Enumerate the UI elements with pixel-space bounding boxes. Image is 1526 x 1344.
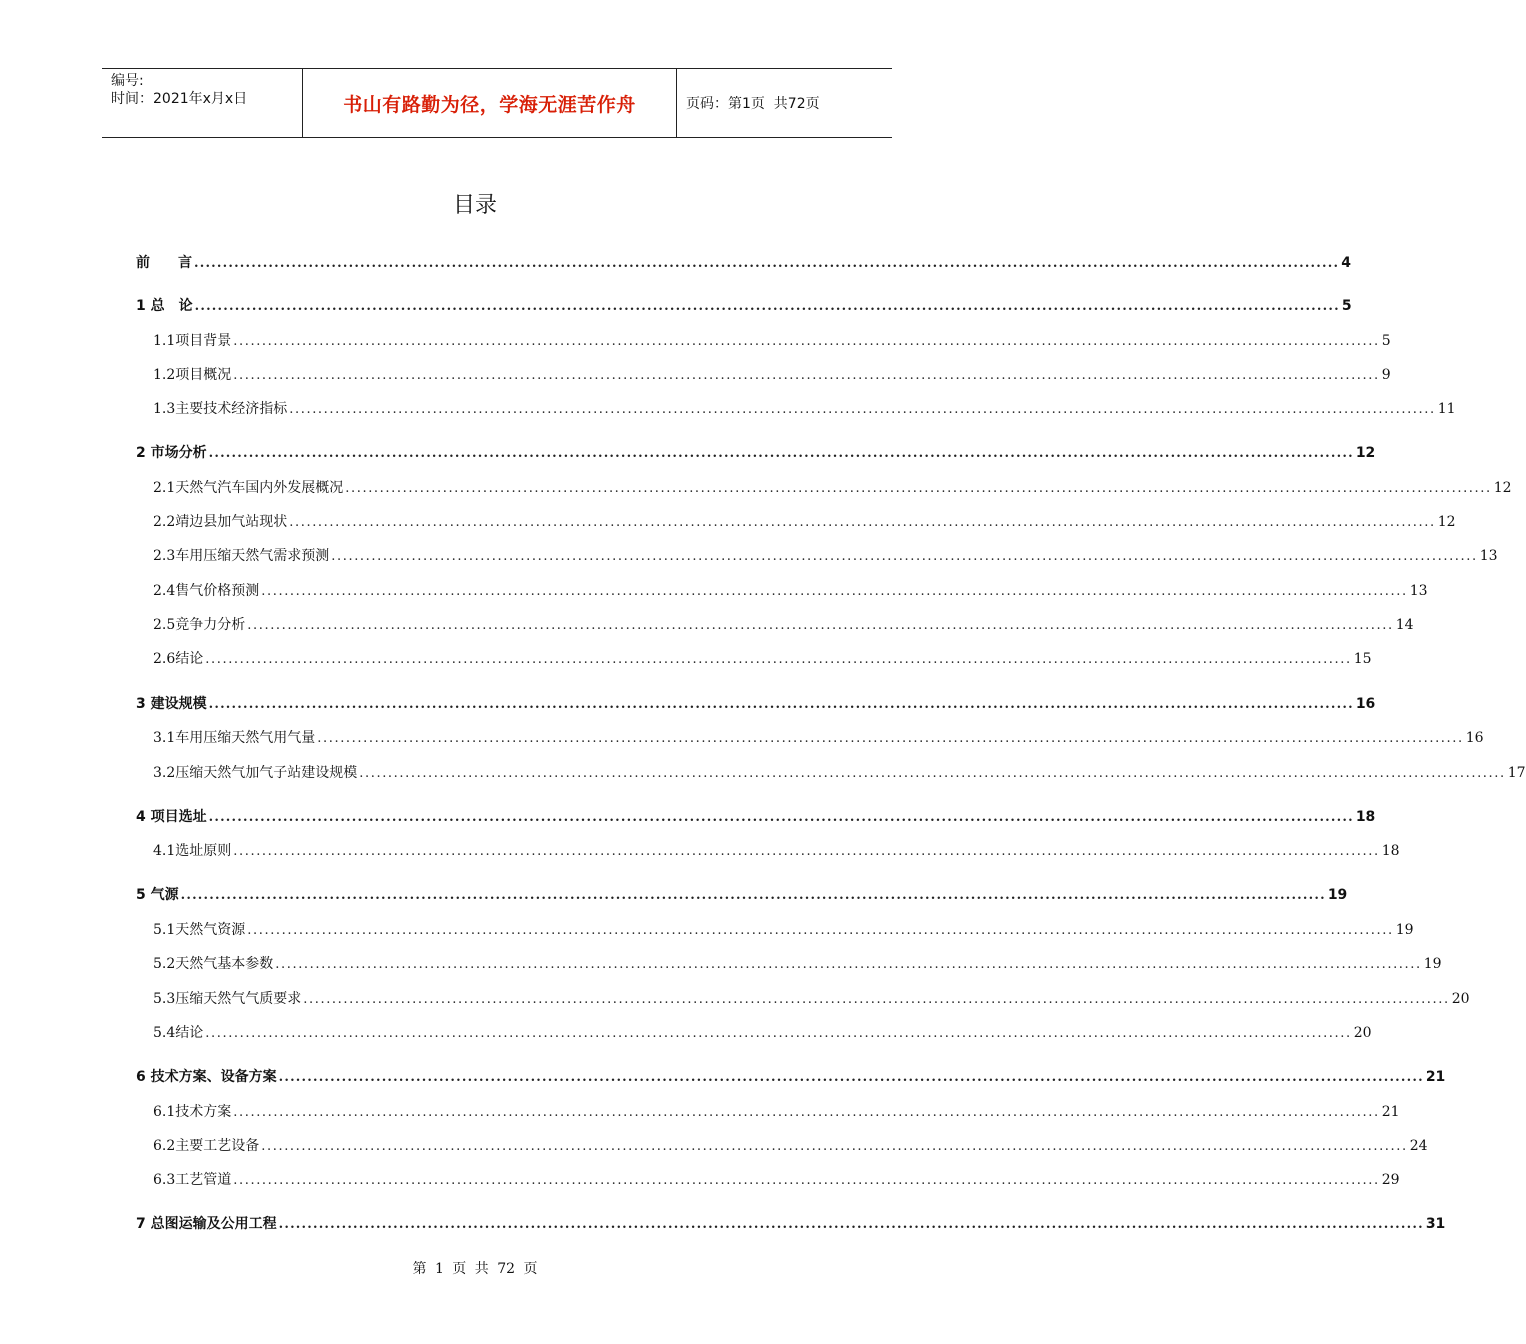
toc-entry-page: 13 (1479, 548, 1498, 564)
header-page-info (677, 69, 892, 137)
toc-entry-label: 5.4结论 (153, 1025, 204, 1041)
toc-entry-page: 20 (1353, 1025, 1372, 1041)
toc-entry-page: 31 (1425, 1216, 1446, 1232)
toc-leader-dots: ........................................................................................................................................................................................................ (233, 1173, 1380, 1188)
toc-entry-page: 12 (1437, 514, 1456, 530)
toc-entry-page: 21 (1425, 1069, 1446, 1085)
toc-entry[interactable] (153, 762, 1526, 782)
toc-leader-dots: ........................................................................................................................................................................................................ (275, 957, 1422, 972)
toc-leader-dots: ........................................................................................................................................................................................................ (278, 1217, 1424, 1232)
toc-leader-dots: ........................................................................................................................................................................................................ (317, 731, 1464, 746)
toc-entry-label: 1.2项目概况 (153, 367, 232, 383)
toc-leader-dots: ........................................................................................................................................................................................................ (247, 923, 1394, 938)
page-footer: 第 1 页 共 72 页 (412, 1261, 538, 1277)
toc-entry-page: 5 (1341, 298, 1352, 314)
toc-entry-label: 2.4售气价格预测 (153, 583, 260, 599)
toc-leader-dots: ........................................................................................................................................................................................................ (180, 888, 1326, 903)
toc-entry-page: 19 (1423, 956, 1442, 972)
header-meta (102, 69, 303, 137)
toc-entry[interactable] (153, 727, 1484, 747)
toc-entry-page: 12 (1355, 445, 1376, 461)
toc-entry-label: 5.2天然气基本参数 (153, 956, 274, 972)
toc-leader-dots: ........................................................................................................................................................................................................ (194, 299, 1340, 314)
toc-leader-dots: ........................................................................................................................................................................................................ (331, 549, 1478, 564)
toc-entry-label: 2 市场分析 (136, 445, 207, 461)
toc-entry-label: 5.1天然气资源 (153, 922, 246, 938)
toc-entry[interactable] (153, 330, 1391, 350)
header-motto: 书山有路勤为径，学海无涯苦作舟 (303, 69, 677, 137)
toc-entry-page: 4 (1341, 255, 1351, 271)
toc-entry[interactable] (136, 884, 1348, 904)
toc-entry-label: 前 言 (136, 255, 192, 271)
toc-entry-page: 29 (1381, 1172, 1400, 1188)
toc-entry-label: 1.1项目背景 (153, 333, 232, 349)
toc-entry-label: 5.3压缩天然气气质要求 (153, 991, 302, 1007)
toc-entry-page: 20 (1451, 991, 1470, 1007)
toc-entry[interactable] (153, 398, 1456, 418)
toc-entry-page: 24 (1409, 1138, 1428, 1154)
toc-entry-page: 9 (1381, 367, 1391, 383)
toc-entry-label: 3.2压缩天然气加气子站建设规模 (153, 765, 358, 781)
toc-entry[interactable] (136, 252, 1351, 272)
toc-entry[interactable] (136, 442, 1376, 462)
toc-entry-label: 6.1技术方案 (153, 1104, 232, 1120)
toc-entry-page: 11 (1437, 401, 1456, 417)
toc-entry[interactable] (153, 840, 1400, 860)
toc-leader-dots: ........................................................................................................................................................................................................ (233, 368, 1380, 383)
toc-entry[interactable] (153, 1022, 1372, 1042)
toc-entry[interactable] (136, 693, 1376, 713)
toc-leader-dots: ........................................................................................................................................................................................................ (359, 766, 1506, 781)
toc-entry-label: 2.2靖边县加气站现状 (153, 514, 288, 530)
toc-entry[interactable] (153, 545, 1498, 565)
toc-entry-page: 12 (1493, 480, 1512, 496)
toc-entry-page: 21 (1381, 1104, 1400, 1120)
toc-entry[interactable] (153, 364, 1391, 384)
toc-entry[interactable] (153, 1135, 1428, 1155)
toc-entry[interactable] (153, 477, 1512, 497)
toc-leader-dots: ........................................................................................................................................................................................................ (208, 446, 1354, 461)
toc-entry-label: 6.3工艺管道 (153, 1172, 232, 1188)
toc-entry-label: 4.1选址原则 (153, 843, 232, 859)
toc-entry[interactable] (153, 511, 1456, 531)
toc-leader-dots: ........................................................................................................................................................................................................ (205, 652, 1352, 667)
toc-entry-label: 2.6结论 (153, 651, 204, 667)
toc-leader-dots: ........................................................................................................................................................................................................ (289, 515, 1436, 530)
toc-entry-label: 2.3车用压缩天然气需求预测 (153, 548, 330, 564)
toc-entry-page: 18 (1355, 809, 1376, 825)
toc-title: 目录 (452, 193, 497, 218)
toc-entry-label: 1 总 论 (136, 298, 193, 314)
toc-entry-label: 6.2主要工艺设备 (153, 1138, 260, 1154)
toc-entry-page: 16 (1355, 696, 1376, 712)
toc-entry[interactable] (136, 1066, 1446, 1086)
toc-entry-label: 6 技术方案、设备方案 (136, 1069, 277, 1085)
toc-leader-dots: ........................................................................................................................................................................................................ (303, 992, 1450, 1007)
header-page-info-text: 页码：第1页 共72页 (686, 96, 820, 112)
toc-leader-dots: ........................................................................................................................................................................................................ (208, 697, 1354, 712)
toc-entry-label: 7 总图运输及公用工程 (136, 1216, 277, 1232)
toc-entry[interactable] (153, 1169, 1400, 1189)
toc-leader-dots: ........................................................................................................................................................................................................ (208, 810, 1354, 825)
toc-entry-page: 13 (1409, 583, 1428, 599)
toc-entry[interactable] (153, 988, 1470, 1008)
toc-entry[interactable] (153, 580, 1428, 600)
toc-entry-label: 2.5竞争力分析 (153, 617, 246, 633)
toc-entry[interactable] (153, 1101, 1400, 1121)
toc-entry-label: 5 气源 (136, 887, 179, 903)
toc-entry[interactable] (153, 953, 1442, 973)
toc-leader-dots: ........................................................................................................................................................................................................ (289, 402, 1436, 417)
toc-leader-dots: ........................................................................................................................................................................................................ (345, 481, 1492, 496)
toc-entry-page: 18 (1381, 843, 1400, 859)
toc-leader-dots: ........................................................................................................................................................................................................ (194, 256, 1340, 271)
toc-leader-dots: ........................................................................................................................................................................................................ (205, 1026, 1352, 1041)
toc-leader-dots: ........................................................................................................................................................................................................ (261, 584, 1408, 599)
toc-leader-dots: ........................................................................................................................................................................................................ (233, 844, 1380, 859)
toc-entry-label: 3 建设规模 (136, 696, 207, 712)
toc-entry[interactable] (136, 1213, 1446, 1233)
header-time-label: 时间：2021年x月x日 (111, 91, 248, 107)
toc-entry[interactable] (153, 614, 1414, 634)
toc-leader-dots: ........................................................................................................................................................................................................ (261, 1139, 1408, 1154)
toc-entry[interactable] (136, 295, 1352, 315)
toc-entry-page: 5 (1381, 333, 1391, 349)
toc-leader-dots: ........................................................................................................................................................................................................ (233, 334, 1380, 349)
toc-entry-page: 14 (1395, 617, 1414, 633)
toc-entry-page: 19 (1327, 887, 1348, 903)
toc-entry[interactable] (136, 806, 1376, 826)
toc-entry-label: 1.3主要技术经济指标 (153, 401, 288, 417)
toc-leader-dots: ........................................................................................................................................................................................................ (233, 1105, 1380, 1120)
toc-entry-page: 16 (1465, 730, 1484, 746)
toc-leader-dots: ........................................................................................................................................................................................................ (247, 618, 1394, 633)
toc-entry-page: 17 (1507, 765, 1526, 781)
toc-entry[interactable] (153, 648, 1372, 668)
toc-entry-page: 19 (1395, 922, 1414, 938)
header-number-label: 编号: (111, 73, 144, 89)
page-header (102, 68, 892, 138)
toc-entry-label: 2.1天然气汽车国内外发展概况 (153, 480, 344, 496)
toc-entry[interactable] (153, 919, 1414, 939)
toc-leader-dots: ........................................................................................................................................................................................................ (278, 1070, 1424, 1085)
toc-entry-label: 4 项目选址 (136, 809, 207, 825)
toc-entry-label: 3.1车用压缩天然气用气量 (153, 730, 316, 746)
toc-entry-page: 15 (1353, 651, 1372, 667)
